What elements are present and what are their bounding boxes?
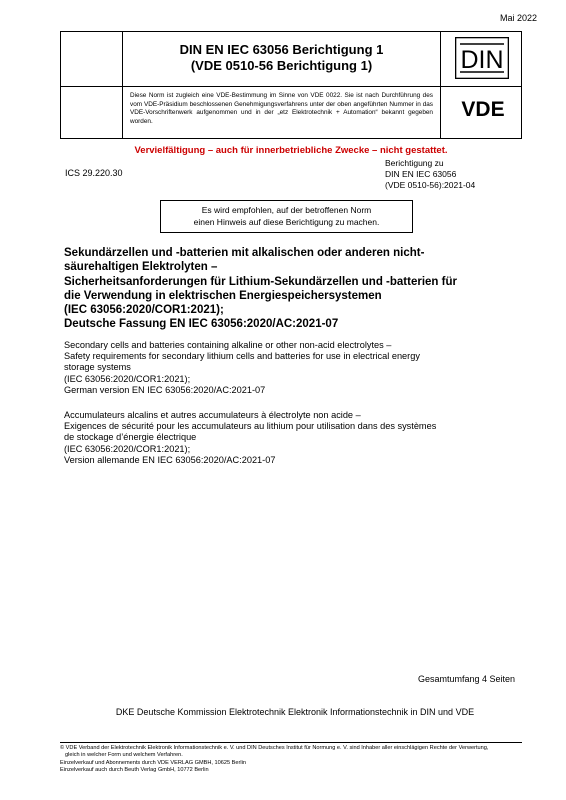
document-title-line1: DIN EN IEC 63056 Berichtigung 1	[179, 42, 384, 57]
correction-reference-line: (VDE 0510-56):2021-04	[385, 180, 476, 190]
correction-reference	[385, 158, 475, 191]
ics-code: ICS 29.220.30	[65, 168, 123, 178]
french-title-line: Accumulateurs alcalins et autres accumulateurs à électrolyte non acide –	[64, 410, 361, 420]
french-title	[64, 410, 524, 466]
reproduction-notice: Vervielfältigung – auch für innerbetriebliche Zwecke – nicht gestattet.	[134, 145, 448, 156]
header-divider-horizontal	[60, 86, 522, 87]
document-title-line2: (VDE 0510-56 Berichtigung 1)	[190, 58, 373, 73]
correction-reference-line: Berichtigung zu	[385, 158, 444, 168]
document-title	[123, 42, 440, 74]
french-title-line: Exigences de sécurité pour les accumulateurs au lithium pour utilisation dans des systèmes	[64, 421, 437, 432]
correction-reference-line: DIN EN IEC 63056	[385, 169, 457, 179]
footer-line: Einzelverkauf auch durch Beuth Verlag GmbH, 10772 Berlin	[60, 766, 209, 773]
french-title-line: de stockage d’énergie électrique	[64, 432, 197, 443]
din-logo	[455, 37, 509, 79]
german-title-line: Sicherheitsanforderungen für Lithium-Sekundärzellen und -batterien für	[64, 275, 457, 288]
header-divider-right	[440, 31, 441, 139]
copyright-footer	[60, 745, 540, 774]
vde-logo	[451, 96, 515, 120]
german-title	[64, 246, 524, 332]
advice-line: Es wird empfohlen, auf der betroffenen Norm	[201, 205, 372, 215]
committee-line: DKE Deutsche Kommission Elektrotechnik Elektronik Informationstechnik in DIN und VDE	[115, 707, 475, 717]
english-title	[64, 340, 524, 396]
vde-regulation-note: Diese Norm ist zugleich eine VDE-Bestimmung im Sinne von VDE 0022. Sie ist nach Durchführung des vom VDE-Präsidium beschlossenen Genehmigungsverfahrens unter der oben angeführten Nummer in das VDE-Vorschriftenwerk aufgenommen und in der „etz Elektrotechnik + Automation“ bekannt gegeben worden.	[130, 92, 433, 125]
footer-rule	[60, 742, 522, 743]
german-title-line: säurehaltigen Elektrolyten –	[64, 261, 218, 274]
french-title-line: Version allemande EN IEC 63056:2020/AC:2021-07	[64, 454, 276, 465]
advice-box	[160, 200, 413, 233]
total-pages: Gesamtumfang 4 Seiten	[418, 674, 516, 684]
footer-line: gleich in welcher Form und welchem Verfahren.	[65, 752, 183, 759]
english-title-line: (IEC 63056:2020/COR1:2021);	[64, 373, 191, 384]
french-title-line: (IEC 63056:2020/COR1:2021);	[64, 443, 191, 454]
english-title-line: German version EN IEC 63056:2020/AC:2021-07	[64, 384, 266, 395]
footer-line: Einzelverkauf und Abonnements durch VDE VERLAG GMBH, 10625 Berlin	[60, 759, 246, 766]
english-title-line: Secondary cells and batteries containing alkaline or other non-acid electrolytes –	[64, 340, 392, 350]
advice-line: einen Hinweis auf diese Berichtigung zu machen.	[193, 216, 380, 227]
din-logo-text: DIN	[460, 46, 504, 74]
german-title-line: Sekundärzellen und -batterien mit alkalischen oder anderen nicht-	[64, 247, 425, 259]
german-title-line: die Verwendung in elektrischen Energiespeichersystemen	[64, 289, 382, 302]
english-title-line: Safety requirements for secondary lithium cells and batteries for use in electrical energy	[64, 351, 420, 362]
footer-line: © VDE Verband der Elektrotechnik Elektronik Informationstechnik e. V. und DIN Deutsches Institut für Normung e. V. sind Inhaber aller einschlägigen Rechte der Verwertung,	[60, 745, 489, 751]
vde-logo-text: VDE	[461, 98, 505, 120]
issue-date: Mai 2022	[500, 13, 538, 23]
german-title-line: (IEC 63056:2020/COR1:2021);	[64, 304, 224, 317]
german-title-line: Deutsche Fassung EN IEC 63056:2020/AC:2021-07	[64, 318, 339, 331]
english-title-line: storage systems	[64, 362, 131, 373]
